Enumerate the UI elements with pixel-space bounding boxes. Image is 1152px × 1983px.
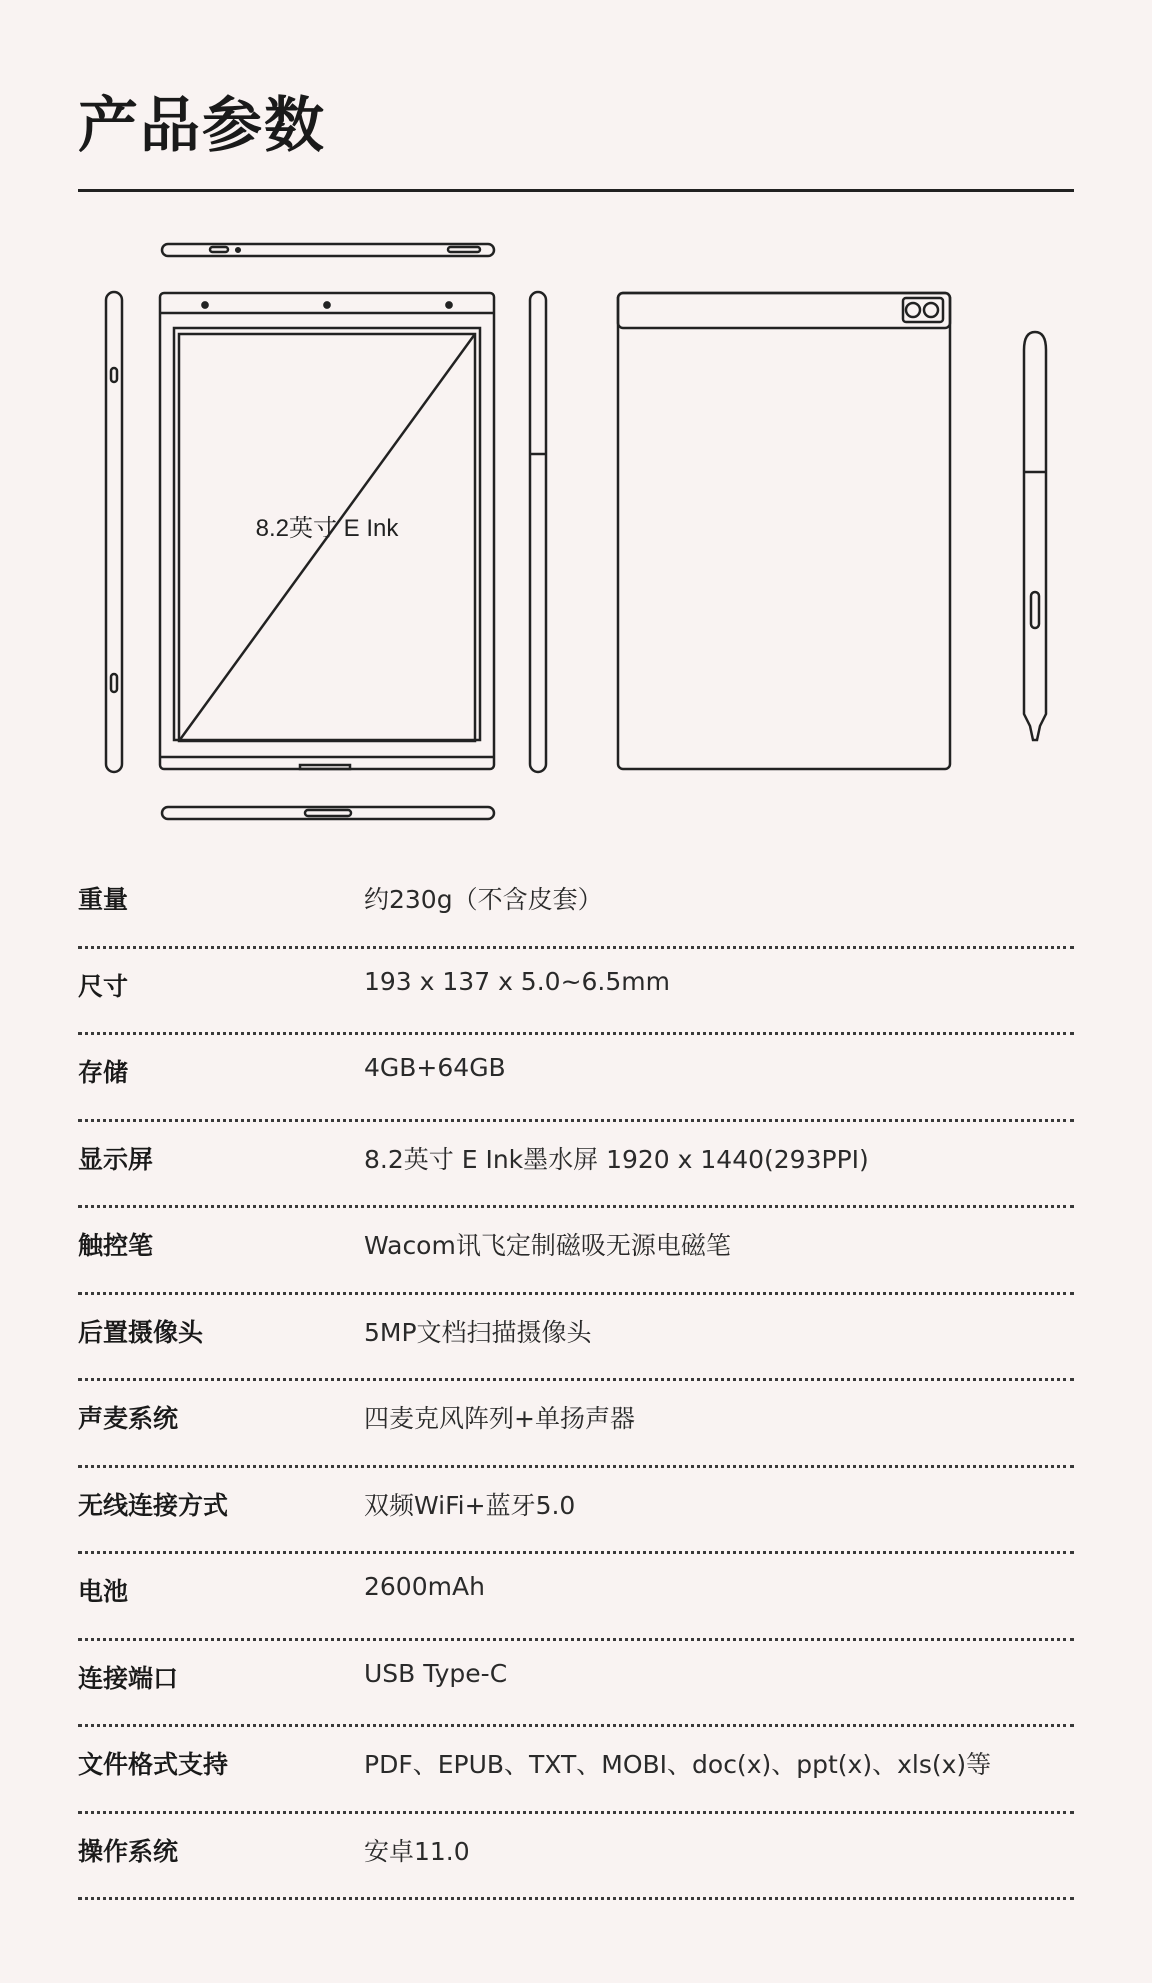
spec-label: 尺寸 [78, 971, 129, 1001]
spec-value: 四麦克风阵列+单扬声器 [364, 1404, 635, 1433]
spec-table [78, 862, 1074, 1900]
spec-value: 8.2英寸 E Ink墨水屏 1920 x 1440(293PPI) [364, 1144, 869, 1174]
spec-label: 触控笔 [78, 1231, 154, 1260]
spec-row-battery [78, 1554, 1074, 1641]
spec-value: 2600mAh [364, 1572, 485, 1601]
spec-value: 双频WiFi+蓝牙5.0 [364, 1490, 576, 1520]
spec-row-stylus [78, 1208, 1074, 1295]
spec-label: 文件格式支持 [78, 1750, 229, 1779]
spec-label: 存储 [78, 1058, 129, 1087]
spec-value: Wacom讯飞定制磁吸无源电磁笔 [364, 1231, 731, 1260]
stylus-view [1024, 332, 1046, 740]
spec-label: 重量 [78, 885, 129, 914]
spec-label: 声麦系统 [78, 1404, 179, 1433]
spec-value: USB Type-C [364, 1658, 508, 1688]
spec-row-os [78, 1814, 1074, 1901]
spec-row-rear-camera [78, 1295, 1074, 1382]
page-title: 产品参数 [78, 91, 326, 161]
spec-label: 操作系统 [78, 1836, 179, 1866]
spec-value: PDF、EPUB、TXT、MOBI、doc(x)、ppt(x)、xls(x)等 [364, 1750, 992, 1779]
device-top-edge-view [162, 244, 494, 256]
front-sensor-dot-left [202, 302, 207, 307]
spec-row-display [78, 1122, 1074, 1209]
spec-value: 约230g（不含皮套） [364, 885, 603, 914]
spec-label: 显示屏 [78, 1144, 154, 1174]
spec-label: 无线连接方式 [78, 1490, 229, 1520]
screen-size-label: 8.2英寸 E Ink [255, 515, 399, 542]
spec-value: 5MP文档扫描摄像头 [364, 1317, 592, 1347]
front-sensor-dot-right [446, 302, 451, 307]
spec-row-dimensions [78, 949, 1074, 1036]
device-right-side-view [530, 292, 546, 772]
spec-row-port [78, 1641, 1074, 1728]
front-camera-dot [324, 302, 329, 307]
spec-row-weight [78, 862, 1074, 949]
spec-label: 后置摄像头 [78, 1317, 204, 1347]
spec-row-storage [78, 1035, 1074, 1122]
device-back-view [618, 293, 950, 769]
device-line-drawing [0, 0, 1152, 840]
device-left-side-view [106, 292, 122, 772]
spec-row-file-formats [78, 1727, 1074, 1814]
spec-value: 4GB+64GB [364, 1053, 506, 1082]
spec-row-wireless [78, 1468, 1074, 1555]
spec-value: 193 x 137 x 5.0~6.5mm [364, 966, 670, 996]
spec-value: 安卓11.0 [364, 1836, 470, 1866]
spec-row-audio [78, 1381, 1074, 1468]
device-bottom-edge-view [162, 807, 494, 819]
spec-label: 电池 [78, 1577, 129, 1606]
spec-label: 连接端口 [78, 1663, 179, 1693]
